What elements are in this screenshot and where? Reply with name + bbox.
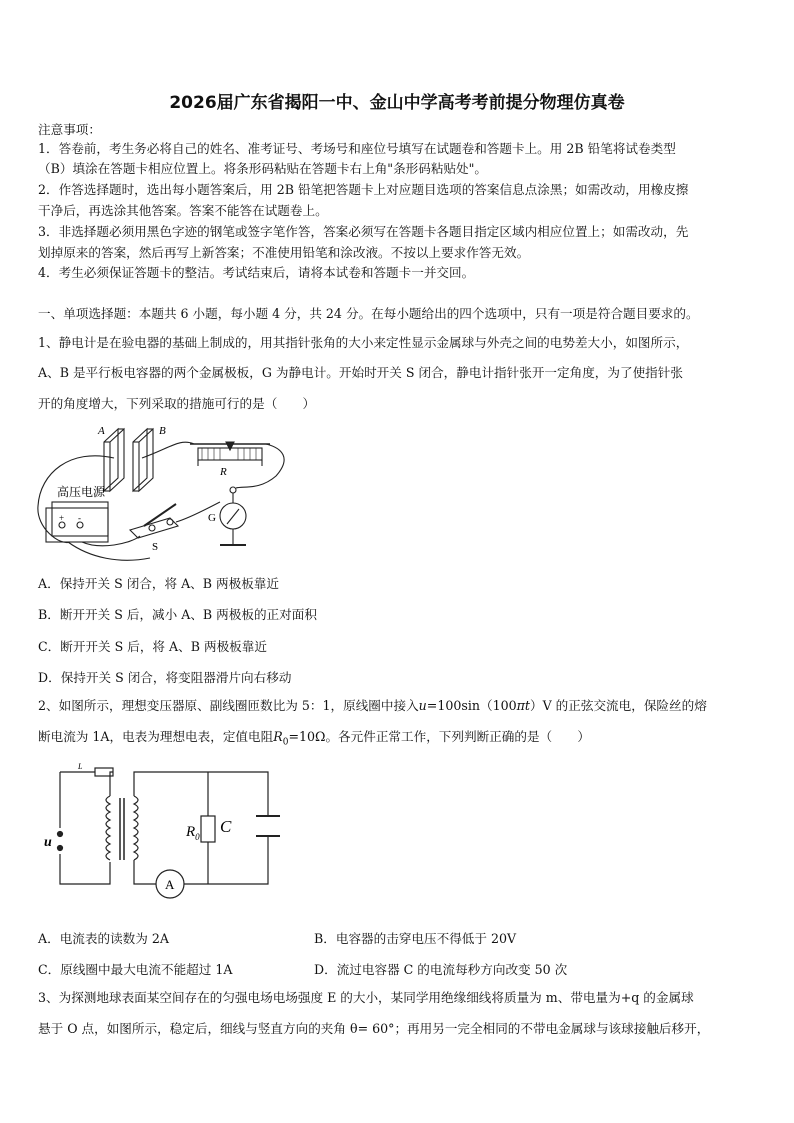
q2-stem-text: =10Ω。各元件正常工作，下列判断正确的是（ ） — [288, 729, 590, 744]
q2-stem-text: 断电流为 1A，电表为理想电表，定值电阻 — [38, 729, 274, 744]
notice-line: 4．考生必须保证答题卡的整洁。考试结束后，请将本试卷和答题卡一并交回。 — [38, 265, 475, 280]
electrometer-label: G — [208, 512, 216, 524]
notice-line: 1．答卷前，考生务必将自己的姓名、准考证号、考场号和座位号填写在试题卷和答题卡上。用 2B 铅笔将试卷类型 — [38, 141, 676, 156]
q2-stem-text: 2、如图所示，理想变压器原、副线圈匝数比为 5：1，原线圈中接入 — [38, 698, 419, 713]
rheostat-label: R — [220, 466, 227, 478]
q2-option-c: C．原线圈中最大电流不能超过 1A — [38, 962, 233, 977]
notice-line: 2．作答选择题时，选出每小题答案后，用 2B 铅笔把答题卡上对应题目选项的答案信息点涂黑；如需改动，用橡皮擦 — [38, 182, 689, 197]
q2-stem-line — [38, 698, 758, 714]
notice-line: （B）填涂在答题卡相应位置上。将条形码粘贴在答题卡右上角"条形码粘贴处"。 — [38, 161, 488, 176]
plate-b-label: B — [159, 425, 166, 437]
page-title: 2026届广东省揭阳一中、金山中学高考考前提分物理仿真卷 — [169, 93, 625, 113]
r0-subscript: 0 — [195, 832, 200, 842]
r0-letter: R — [186, 824, 196, 840]
q2-option-a: A．电流表的读数为 2A — [38, 931, 169, 946]
q1-option-d: D．保持开关 S 闭合，将变阻器滑片向右移动 — [38, 670, 292, 685]
q2-transformer-figure — [40, 760, 280, 900]
q2-stem-line — [38, 729, 758, 751]
q1-option-a: A．保持开关 S 闭合，将 A、B 两极板靠近 — [38, 576, 279, 591]
q1-stem-line: A、B 是平行板电容器的两个金属极板，G 为静电计。开始时开关 S 闭合，静电计指针张开一定角度，为了使指针张 — [38, 365, 683, 380]
q1-stem-line: 1、静电计是在验电器的基础上制成的，用其指针张角的大小来定性显示金属球与外壳之间的电势差大小，如图所示， — [38, 335, 689, 350]
q2-resistor-subscript: 0 — [282, 737, 289, 748]
plus-terminal-label: + — [59, 513, 65, 523]
notice-heading: 注意事项： — [38, 122, 101, 137]
notice-line: 划掉原来的答案，然后再写上新答案；不准使用铅笔和涂改液。不按以上要求作答无效。 — [38, 245, 530, 260]
plate-a-label: A — [98, 425, 105, 437]
section-heading: 一、单项选择题：本题共 6 小题，每小题 4 分，共 24 分。在每小题给出的四个选项中，只有一项是符合题目要求的。 — [38, 306, 699, 321]
q1-option-c: C．断开开关 S 后，将 A、B 两极板靠近 — [38, 639, 267, 654]
q2-option-b: B．电容器的击穿电压不得低于 20V — [314, 931, 517, 946]
notice-line: 干净后，再选涂其他答案。答案不能答在试题卷上。 — [38, 203, 328, 218]
power-supply-label: 高压电源 — [57, 485, 106, 499]
q2-pi-t: πt — [516, 698, 530, 713]
q2-voltage-symbol: u — [418, 698, 427, 713]
r0-label — [185, 824, 200, 842]
fuse-label: L — [78, 762, 83, 771]
q3-stem-line: 悬于 O 点，如图所示，稳定后，细线与竖直方向的夹角 θ= 60°；再用另一完全相同的不带电金属球与该球接触后移开， — [38, 1021, 710, 1036]
q2-voltage-expr: =100sin（100 — [426, 698, 517, 713]
minus-terminal-label: - — [78, 513, 81, 523]
q1-stem-line: 开的角度增大，下列采取的措施可行的是（ ） — [38, 396, 316, 411]
q2-resistor-symbol: R — [273, 729, 283, 744]
capacitor-label: C — [220, 817, 232, 836]
q1-option-b: B．断开开关 S 后，减小 A、B 两极板的正对面积 — [38, 607, 317, 622]
q3-stem-line: 3、为探测地球表面某空间存在的匀强电场电场强度 E 的大小，某同学用绝缘细线将质量为 m、带电量为+q 的金属球 — [38, 990, 694, 1005]
source-voltage-label: u — [44, 835, 52, 850]
switch-label: S — [152, 541, 159, 553]
notice-line: 3．非选择题必须用黑色字迹的钢笔或签字笔作答，答案必须写在答题卡各题目指定区域内相应位置上；如需改动，先 — [38, 224, 689, 239]
q1-circuit-figure — [30, 418, 310, 566]
q2-stem-text: ）V 的正弦交流电，保险丝的熔 — [529, 698, 707, 713]
q2-option-d: D．流过电容器 C 的电流每秒方向改变 50 次 — [314, 962, 568, 977]
ammeter-label: A — [165, 877, 175, 892]
